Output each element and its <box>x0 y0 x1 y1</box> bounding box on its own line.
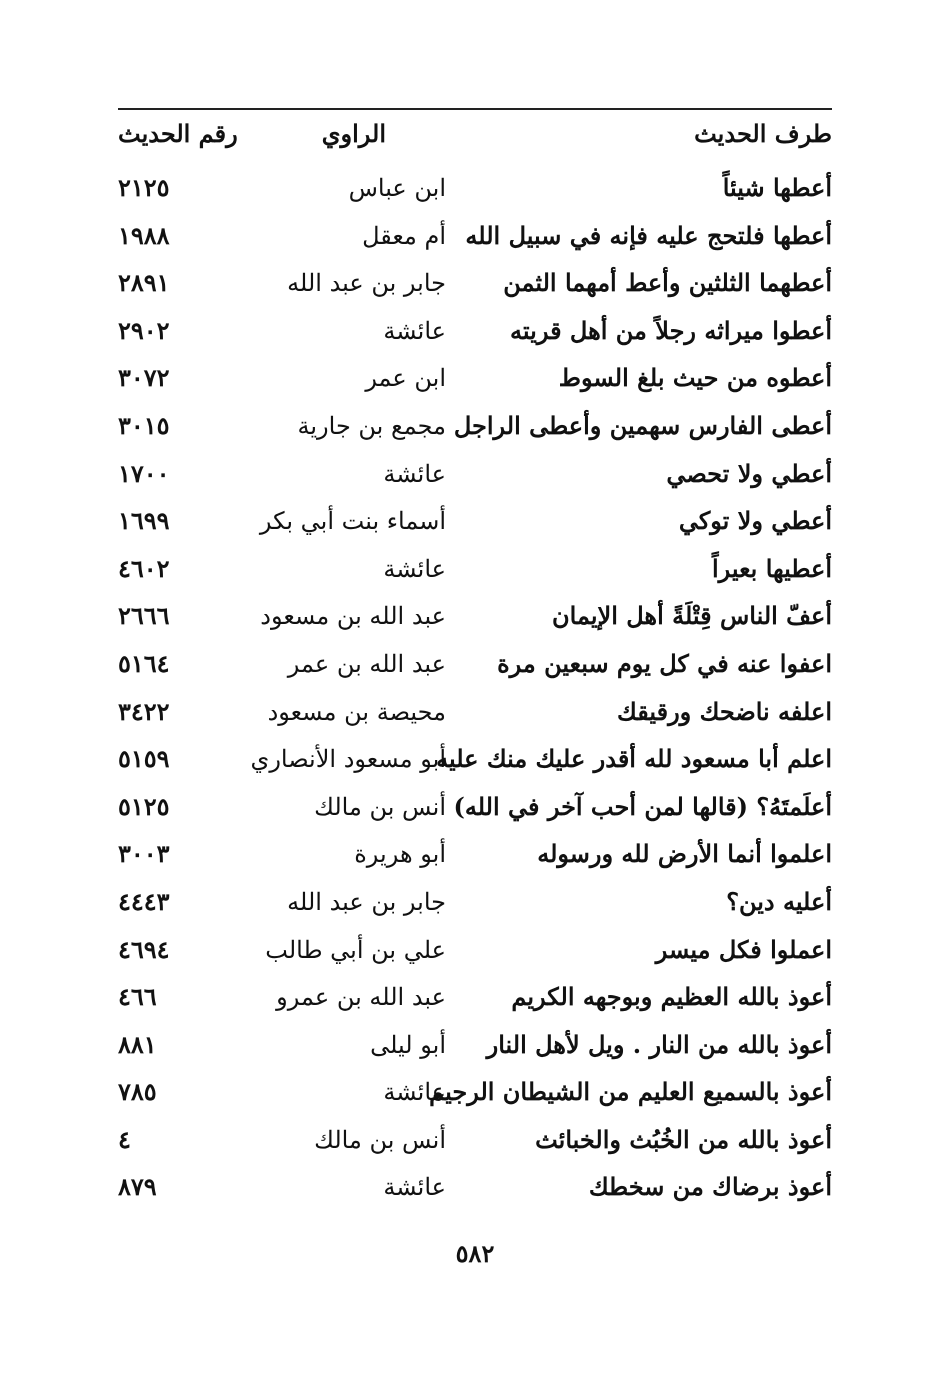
table-row <box>118 785 832 833</box>
hadith-number: ٤٦٩٤ <box>118 934 170 964</box>
narrator-name: أنس بن مالك <box>314 792 446 821</box>
hadith-text: أعوذ برضاك من سخطك <box>588 1172 832 1202</box>
header-narrator: الراوي <box>321 119 386 148</box>
narrator-name: ابن عباس <box>348 174 446 202</box>
hadith-text: أعوذ بالله العظيم وبوجهه الكريم <box>511 982 832 1012</box>
hadith-text: أعطى الفارس سهمين وأعطى الراجل <box>453 410 832 440</box>
table-row <box>118 1023 832 1071</box>
narrator-name: عبد الله بن مسعود <box>260 602 446 631</box>
hadith-number: ٣٤٢٢ <box>118 696 170 726</box>
narrator-name: أبو هريرة <box>354 840 446 869</box>
page-number: ٥٨٢ <box>455 1239 495 1268</box>
hadith-text: أعطي ولا تحصي <box>666 458 832 488</box>
hadith-text: أعوذ بالله من الخُبُث والخبائث <box>535 1124 832 1154</box>
hadith-text: أعطها فلتحج عليه فإنه في سبيل الله <box>465 220 832 250</box>
table-row <box>118 404 832 452</box>
narrator-name: عائشة <box>383 1078 446 1107</box>
table-row <box>118 1165 832 1213</box>
hadith-text: أعطوه من حيث بلغ السوط <box>558 363 832 393</box>
hadith-number: ١٦٩٩ <box>118 506 170 536</box>
narrator-name: ابن عمر <box>365 364 446 393</box>
hadith-number: ١٩٨٨ <box>118 220 170 250</box>
narrator-name: أبو مسعود الأنصاري <box>250 745 446 774</box>
hadith-number: ٧٨٥ <box>118 1077 157 1107</box>
hadith-text: اعفوا عنه في كل يوم سبعين مرة <box>497 648 832 678</box>
hadith-text: أعلَمتَهُ؟ (قالها لمن أحب آخر في الله) <box>453 791 832 821</box>
hadith-number: ٢٦٦٦ <box>118 601 170 631</box>
hadith-number: ٨٨١ <box>118 1029 157 1059</box>
narrator-name: أم معقل <box>362 221 446 250</box>
table-row <box>118 1118 832 1166</box>
hadith-number: ٤٦٠٢ <box>118 553 170 583</box>
table-row <box>118 832 832 880</box>
hadith-number: ٣٠١٥ <box>118 410 170 440</box>
table-row <box>118 642 832 690</box>
narrator-name: عائشة <box>383 316 446 345</box>
table-row <box>118 690 832 738</box>
narrator-name: عبد الله بن عمر <box>287 649 446 678</box>
narrator-name: أسماء بنت أبي بكر <box>259 507 446 536</box>
table-row <box>118 499 832 547</box>
table-row <box>118 261 832 309</box>
table-row <box>118 356 832 404</box>
header-number: رقم الحديث <box>118 119 238 148</box>
hadith-number: ٣٠٠٣ <box>118 839 170 869</box>
table-row <box>118 737 832 785</box>
header-top-rule <box>118 108 832 110</box>
hadith-number: ٤٤٤٣ <box>118 886 170 916</box>
table-row <box>118 309 832 357</box>
table-row <box>118 166 832 214</box>
table-row <box>118 547 832 595</box>
hadith-number: ٢٩٠٢ <box>118 315 170 345</box>
table-row <box>118 928 832 976</box>
hadith-text: أعوذ بالله من النار . ويل لأهل النار <box>486 1029 832 1059</box>
hadith-text: أعطهما الثلثين وأعط أمهما الثمن <box>503 268 832 298</box>
narrator-name: عائشة <box>383 459 446 488</box>
table-header <box>118 114 832 154</box>
table-row <box>118 975 832 1023</box>
hadith-text: اعلفه ناضحك ورقيقك <box>616 696 832 726</box>
table-row <box>118 594 832 642</box>
hadith-text: أعليه دين؟ <box>726 886 832 916</box>
narrator-name: مجمع بن جارية <box>297 411 446 440</box>
hadith-text: اعلم أبا مسعود لله أقدر عليك منك عليه <box>436 744 832 774</box>
hadith-number: ١٧٠٠ <box>118 458 170 488</box>
hadith-number: ٢٨٩١ <box>118 268 170 298</box>
table-row <box>118 214 832 262</box>
narrator-name: جابر بن عبد الله <box>287 887 446 916</box>
hadith-text: أعطوا ميراثه رجلاً من أهل قريته <box>510 315 832 345</box>
hadith-number: ٣٠٧٢ <box>118 363 170 393</box>
hadith-number: ٤ <box>118 1124 131 1154</box>
table-row <box>118 880 832 928</box>
table-row <box>118 1070 832 1118</box>
hadith-text: اعلموا أنما الأرض لله ورسوله <box>537 839 832 869</box>
narrator-name: أنس بن مالك <box>314 1125 446 1154</box>
narrator-name: محيصة بن مسعود <box>267 697 446 726</box>
narrator-name: أبو ليلى <box>370 1030 446 1059</box>
narrator-name: جابر بن عبد الله <box>287 269 446 298</box>
narrator-name: عائشة <box>383 1173 446 1202</box>
hadith-text: أعطي ولا توكي <box>678 506 832 536</box>
hadith-number: ٨٧٩ <box>118 1172 157 1202</box>
hadith-number: ٤٦٦ <box>118 982 157 1012</box>
hadith-number: ٥١٦٤ <box>118 648 170 678</box>
hadith-text: أعوذ بالسميع العليم من الشيطان الرجيم <box>429 1077 832 1107</box>
hadith-number: ٥١٥٩ <box>118 744 170 774</box>
hadith-text: اعملوا فكل ميسر <box>655 934 832 964</box>
narrator-name: عبد الله بن عمرو <box>276 983 446 1012</box>
narrator-name: عائشة <box>383 554 446 583</box>
hadith-text: أعطيها بعيراً <box>711 553 832 583</box>
narrator-name: علي بن أبي طالب <box>265 935 446 964</box>
table-row <box>118 452 832 500</box>
header-hadith: طرف الحديث <box>694 119 832 148</box>
hadith-number: ٢١٢٥ <box>118 173 170 202</box>
hadith-number: ٥١٢٥ <box>118 791 170 821</box>
hadith-text: أعفّ الناس قِتْلَةً أهل الإيمان <box>552 601 832 631</box>
table-body <box>118 166 832 1213</box>
hadith-text: أعطها شيئاً <box>722 173 832 202</box>
